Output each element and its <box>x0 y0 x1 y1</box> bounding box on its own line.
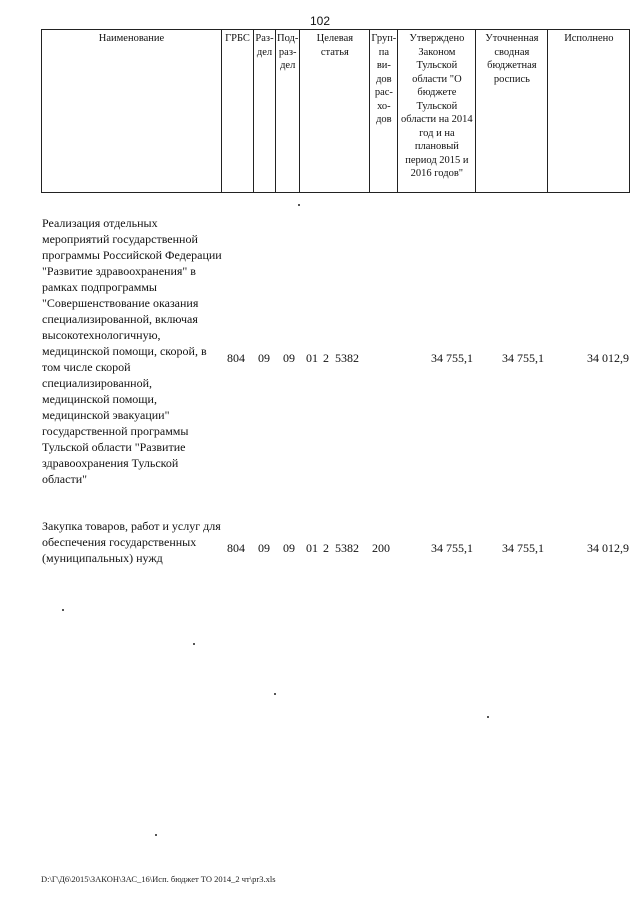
cell-utverzhdeno: 34 755,1 <box>431 541 473 555</box>
cell-podrazdel: 09 <box>283 541 295 555</box>
cell-utochnennaya: 34 755,1 <box>502 351 544 365</box>
header-name: Наименование <box>42 30 222 193</box>
cell-utochnennaya: 34 755,1 <box>502 541 544 555</box>
cell-razdel: 09 <box>258 351 270 365</box>
row-name: Реализация отдельных мероприятий государственной программы Российской Федерации "Развитие здравоохранения" в рамках подпрограммы "Совершенствование оказания специализированной, включая высокотехнологичную, медицинской помощи, скорой, в том числе скорой специализированной, медицинской помощи, медицинской эвакуации" государственной программы Тульской области "Развитие здравоохранения Тульской области" <box>42 216 222 486</box>
header-utochnennaya: Уточненная сводная бюджетная роспись <box>476 30 548 193</box>
cell-cs-program: 01 <box>306 541 318 555</box>
table-row <box>41 215 629 505</box>
header-razdel: Раз-дел <box>254 30 276 193</box>
cell-podrazdel: 09 <box>283 351 295 365</box>
cell-cs-code: 5382 <box>335 541 359 555</box>
row-name: Закупка товаров, работ и услуг для обеспечения государственных (муниципальных) нужд <box>42 519 221 565</box>
page-number: 102 <box>309 14 331 28</box>
cell-ispolneno: 34 012,9 <box>587 351 629 365</box>
scan-speck <box>274 693 276 695</box>
scan-speck <box>62 609 64 611</box>
header-utverzhdeno: Утверждено Законом Тульской области "О бюджете Тульской области на 2014 год и на плановый период 2015 и 2016 годов" <box>398 30 476 193</box>
cell-cs-program: 01 <box>306 351 318 365</box>
header-gruppa-vidov: Груп-па ви-дов рас-хо-дов <box>370 30 398 193</box>
cell-cs-code: 5382 <box>335 351 359 365</box>
row-values <box>41 540 629 556</box>
cell-razdel: 09 <box>258 541 270 555</box>
cell-grbs: 804 <box>227 351 245 365</box>
header-grbs: ГРБС <box>222 30 254 193</box>
row-values <box>41 350 629 366</box>
cell-vr: 200 <box>372 541 390 555</box>
scan-speck <box>487 716 489 718</box>
header-podrazdel: Под-раз-дел <box>276 30 300 193</box>
table-row <box>41 518 629 588</box>
header-ispolneno: Исполнено <box>548 30 630 193</box>
cell-cs-sub: 2 <box>323 541 329 555</box>
cell-utverzhdeno: 34 755,1 <box>431 351 473 365</box>
scan-speck <box>298 204 300 206</box>
header-celevaya-statya: Целевая статья <box>300 30 370 193</box>
cell-grbs: 804 <box>227 541 245 555</box>
cell-cs-sub: 2 <box>323 351 329 365</box>
cell-ispolneno: 34 012,9 <box>587 541 629 555</box>
table-header <box>41 29 630 193</box>
scan-speck <box>155 834 157 836</box>
scan-speck <box>193 643 195 645</box>
file-path-footer: D:\Г\Д6\2015\ЗАКОН\ЗАС_16\Исп. бюджет ТО 2014_2 чт\pr3.xls <box>41 874 276 884</box>
